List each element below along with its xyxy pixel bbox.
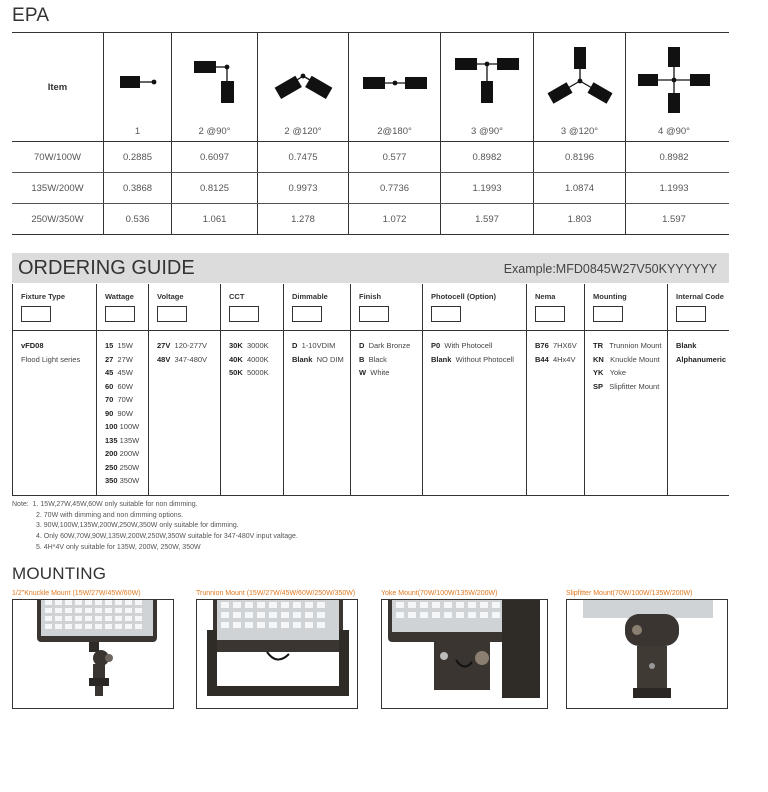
og-code: 30K	[229, 341, 243, 350]
epa-row-label: 250W/350W	[31, 213, 84, 225]
slipfitter-mount-photo	[566, 599, 728, 709]
og-code: B44	[535, 354, 549, 364]
og-desc: 250W	[119, 462, 140, 472]
og-code: Blank	[431, 354, 452, 364]
epa-value: 0.3868	[103, 173, 171, 203]
internal-code-field[interactable]	[676, 306, 706, 322]
epa-col-6	[533, 33, 625, 141]
og-col-header: Wattage	[105, 292, 134, 301]
og-code: 200	[105, 449, 118, 458]
og-desc: Dark Bronze	[368, 341, 411, 350]
epa-value: 0.536	[103, 204, 171, 234]
og-desc: 5000K	[246, 368, 269, 377]
og-code: 350	[105, 476, 118, 485]
epa-value: 0.8982	[625, 142, 722, 172]
og-code: 27V	[157, 341, 171, 350]
two-fixture-90-icon	[180, 43, 250, 118]
og-col-body	[593, 339, 662, 393]
og-desc: 200W	[119, 449, 140, 458]
mount-caption: Yoke Mount(70W/100W/135W/200W)	[381, 590, 498, 597]
epa-value: 0.8125	[171, 173, 257, 203]
epa-col-label: 1	[134, 126, 141, 137]
epa-value: 1.597	[440, 204, 533, 234]
og-code: YK	[593, 368, 604, 377]
og-code: Blank	[676, 341, 697, 350]
epa-value: 0.2885	[103, 142, 171, 172]
epa-value: 1.597	[625, 204, 722, 234]
og-code: W	[359, 368, 367, 377]
og-code: D	[359, 341, 365, 350]
epa-col-1	[103, 33, 171, 141]
og-desc: Black	[368, 354, 387, 364]
og-desc: Yoke	[609, 368, 627, 377]
note-line: 5. 4H*4V only suitable for 135W, 200W, 250W, 350W	[36, 543, 201, 551]
og-col-photocell	[422, 284, 526, 496]
og-code: 250	[105, 462, 118, 472]
og-code: SP	[593, 381, 604, 391]
og-code: B	[359, 354, 365, 364]
epa-value: 1.803	[533, 204, 625, 234]
og-col-fixture-type	[12, 284, 96, 496]
voltage-field[interactable]	[157, 306, 187, 322]
epa-col-5	[440, 33, 533, 141]
three-fixture-120-icon	[540, 43, 620, 123]
notes	[12, 500, 298, 554]
mount-caption: Slipfitter Mount(70W/100W/135W/200W)	[566, 590, 693, 597]
epa-value: 1.072	[348, 204, 440, 234]
og-col-voltage	[148, 284, 220, 496]
epa-value: 1.1993	[625, 173, 722, 203]
epa-value: 0.577	[348, 142, 440, 172]
og-desc: 4000K	[246, 354, 269, 364]
cct-field[interactable]	[229, 306, 259, 322]
og-desc: NO DIM	[316, 354, 344, 364]
epa-row	[12, 204, 729, 235]
og-desc: 1-10VDIM	[301, 341, 336, 350]
og-col-body	[21, 339, 80, 366]
og-desc: 60W	[117, 381, 133, 391]
ordering-example: Example:MFD0845W27V50KYYYYYY	[503, 262, 717, 276]
epa-col-label: 2 @90°	[198, 126, 231, 137]
og-desc: Flood Light series	[21, 354, 81, 364]
og-desc: 347-480V	[174, 354, 208, 364]
note-line: 1. 15W,27W,45W,60W only suitable for non dimming.	[32, 501, 198, 508]
epa-value: 1.061	[171, 204, 257, 234]
epa-value: 0.9973	[257, 173, 348, 203]
og-col-header: Nema	[535, 292, 556, 301]
og-col-body	[229, 339, 269, 380]
og-desc: Slipfitter Mount	[609, 381, 660, 391]
og-col-cct	[220, 284, 283, 496]
mount-caption: Trunnion Mount (15W/27W/45W/60W/250W/350W)	[196, 590, 356, 597]
two-fixture-120-icon	[263, 43, 343, 113]
og-code: 100	[105, 422, 118, 431]
epa-col-label: 3 @120°	[560, 126, 599, 137]
og-col-internal-code	[667, 284, 729, 496]
trunnion-mount-photo	[196, 599, 358, 709]
epa-value: 0.8196	[533, 142, 625, 172]
two-fixture-180-icon	[355, 43, 435, 113]
og-col-body	[431, 339, 514, 366]
epa-row	[12, 173, 729, 204]
og-col-finish	[350, 284, 422, 496]
epa-col-4	[348, 33, 440, 141]
og-code: D	[292, 341, 298, 350]
epa-col-label: 4 @90°	[658, 126, 690, 137]
mounting-title: MOUNTING	[12, 564, 107, 583]
og-code: 40K	[229, 354, 243, 364]
epa-value: 1.1993	[440, 173, 533, 203]
og-code: 135	[105, 435, 118, 445]
og-desc: 100W	[119, 422, 140, 431]
nema-field[interactable]	[535, 306, 565, 322]
epa-col-label: 2 @120°	[284, 126, 322, 137]
og-col-header: Internal Code	[676, 292, 724, 301]
og-code: 48V	[157, 354, 171, 364]
og-desc: 15W	[117, 341, 133, 350]
og-desc: Without Photocell	[455, 354, 514, 364]
epa-value: 0.7736	[348, 173, 440, 203]
og-col-dimmable	[283, 284, 350, 496]
three-fixture-90-icon	[447, 43, 527, 118]
og-code: vFD08	[21, 341, 44, 350]
og-col-mounting	[584, 284, 667, 496]
og-desc: White	[370, 368, 390, 377]
mounting-field[interactable]	[593, 306, 623, 322]
og-code: B76	[535, 341, 549, 350]
og-code: 60	[105, 381, 114, 391]
epa-row	[12, 142, 729, 173]
og-col-body	[105, 339, 139, 488]
og-col-body	[676, 339, 726, 366]
og-col-header: Photocell (Option)	[431, 292, 496, 301]
yoke-mount-photo	[381, 599, 548, 709]
fixture-type-field[interactable]	[21, 306, 51, 322]
og-code: 27	[105, 354, 114, 364]
og-desc: 70W	[117, 395, 133, 404]
og-code: 90	[105, 408, 114, 418]
og-desc: 350W	[119, 476, 140, 485]
epa-value: 0.6097	[171, 142, 257, 172]
og-desc: Knuckle Mount	[610, 354, 660, 364]
mount-caption: 1/2"Knuckle Mount (15W/27W/45W/60W)	[12, 590, 141, 597]
epa-table	[12, 32, 729, 235]
og-code: TR	[593, 341, 603, 350]
wattage-field[interactable]	[105, 306, 135, 322]
og-col-body	[535, 339, 577, 366]
ordering-guide-title: ORDERING GUIDE	[18, 257, 195, 279]
og-code: Alphanumeric	[676, 354, 727, 364]
epa-title: EPA	[12, 5, 50, 26]
og-col-body	[157, 339, 207, 366]
og-code: P0	[431, 341, 441, 350]
dimmable-field[interactable]	[292, 306, 322, 322]
photocell-field[interactable]	[431, 306, 461, 322]
epa-col-3	[257, 33, 348, 141]
og-desc: Trunnion Mount	[609, 341, 662, 350]
epa-col-2	[171, 33, 257, 141]
epa-value: 0.7475	[257, 142, 348, 172]
og-code: 70	[105, 395, 114, 404]
og-col-body	[292, 339, 344, 366]
og-code: Blank	[292, 354, 313, 364]
og-desc: 7HX6V	[552, 341, 577, 350]
og-col-nema	[526, 284, 584, 496]
four-fixture-90-icon	[632, 43, 716, 123]
og-code: KN	[593, 354, 604, 364]
epa-col-label: 2@180°	[377, 126, 412, 137]
ordering-guide-header	[12, 253, 729, 283]
ordering-guide-table	[12, 284, 729, 496]
og-col-header: Fixture Type	[21, 292, 66, 301]
og-col-wattage	[96, 284, 148, 496]
epa-header-row	[12, 32, 729, 142]
og-col-header: CCT	[229, 292, 245, 301]
og-desc: 120-277V	[174, 341, 208, 350]
og-code: 50K	[229, 368, 243, 377]
note-line: 2. 70W with dimming and non dimming options.	[36, 511, 184, 519]
og-code: 15	[105, 341, 114, 350]
epa-value: 0.8982	[440, 142, 533, 172]
og-col-header: Finish	[359, 292, 382, 301]
epa-value: 1.0874	[533, 173, 625, 203]
epa-col-label: 3 @90°	[471, 126, 503, 137]
og-col-header: Voltage	[157, 292, 184, 301]
epa-row-label: 135W/200W	[31, 182, 84, 194]
epa-item-header: Item	[47, 81, 68, 93]
epa-value: 1.278	[257, 204, 348, 234]
notes-prefix: Note:	[12, 501, 29, 508]
note-line: 4. Only 60W,70W,90W,135W,200W,250W,350W suitable for 347-480V input valtage.	[36, 533, 298, 541]
og-code: 45	[105, 368, 114, 377]
epa-row-label: 70W/100W	[34, 151, 81, 163]
og-desc: 4Hx4V	[552, 354, 576, 364]
og-desc: With Photocell	[444, 341, 493, 350]
og-desc: 90W	[117, 408, 133, 418]
knuckle-mount-photo	[12, 599, 174, 709]
og-desc: 45W	[117, 368, 133, 377]
og-desc: 27W	[117, 354, 133, 364]
og-col-body	[359, 339, 410, 380]
og-col-header: Mounting	[593, 292, 627, 301]
og-col-header: Dimmable	[292, 292, 328, 301]
finish-field[interactable]	[359, 306, 389, 322]
og-desc: 135W	[119, 435, 140, 445]
og-desc: 3000K	[246, 341, 269, 350]
single-fixture-icon	[108, 43, 168, 113]
epa-col-7	[625, 33, 722, 141]
note-line: 3. 90W,100W,135W,200W,250W,350W only suitable for dimming.	[36, 522, 239, 530]
